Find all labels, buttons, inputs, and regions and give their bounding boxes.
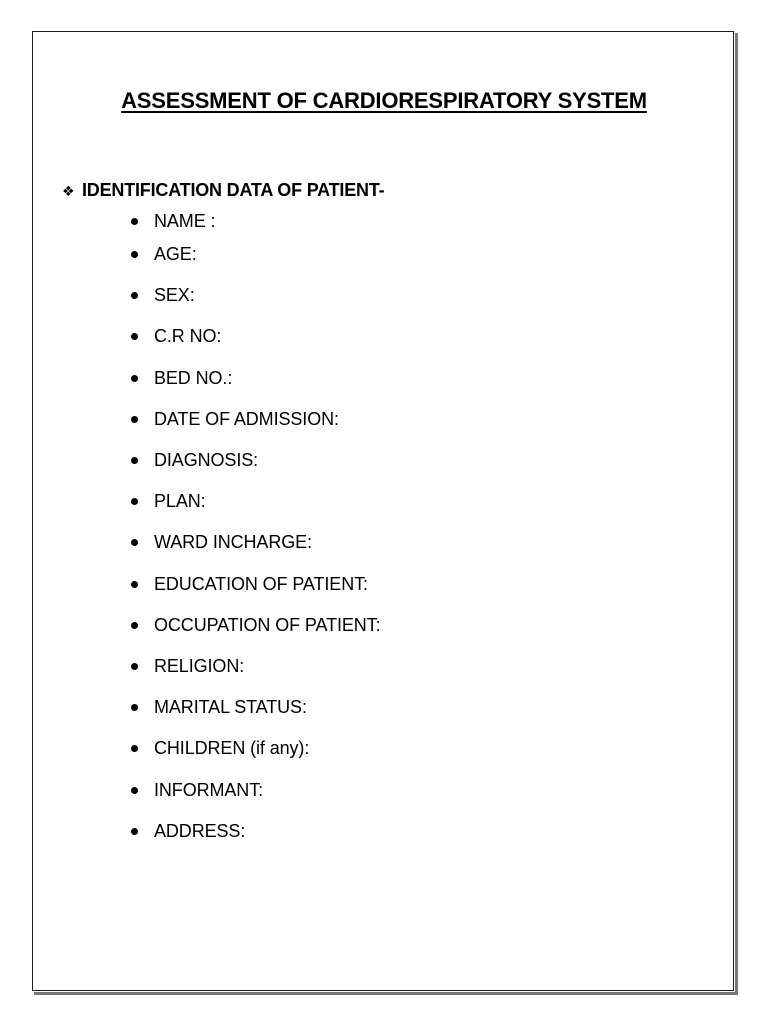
list-item <box>130 399 380 440</box>
bullet-icon <box>131 457 138 464</box>
field-label: MARITAL STATUS: <box>154 697 307 718</box>
bullet-icon <box>131 333 138 340</box>
list-item <box>130 481 380 522</box>
field-label: PLAN: <box>154 491 206 512</box>
bullet-icon <box>131 292 138 299</box>
identification-field-list <box>130 208 380 852</box>
list-item <box>130 275 380 316</box>
bullet-icon <box>131 663 138 670</box>
page-shadow-right <box>735 33 738 994</box>
field-label: INFORMANT: <box>154 779 263 800</box>
document-title: ASSESSMENT OF CARDIORESPIRATORY SYSTEM <box>121 88 647 113</box>
list-item <box>130 687 380 728</box>
bullet-icon <box>131 704 138 711</box>
diamond-bullet-icon: ❖ <box>62 182 75 199</box>
bullet-icon <box>131 828 138 835</box>
field-label: OCCUPATION OF PATIENT: <box>154 614 381 635</box>
field-label: EDUCATION OF PATIENT: <box>154 573 368 594</box>
field-label: SEX: <box>154 285 195 306</box>
bullet-icon <box>131 745 138 752</box>
field-label: DATE OF ADMISSION: <box>154 408 339 429</box>
bullet-icon <box>131 498 138 505</box>
field-label: RELIGION: <box>154 655 245 676</box>
list-item <box>130 646 380 687</box>
field-label: C.R NO: <box>154 326 222 347</box>
bullet-icon <box>131 787 138 794</box>
field-label: BED NO.: <box>154 367 233 388</box>
list-item <box>130 769 380 810</box>
field-label: NAME : <box>154 210 216 231</box>
list-item <box>130 234 380 275</box>
list-item <box>130 811 380 852</box>
list-item <box>130 564 380 605</box>
bullet-icon <box>131 416 138 423</box>
list-item <box>130 208 380 234</box>
field-label: CHILDREN (if any): <box>154 738 310 759</box>
list-item <box>130 316 380 357</box>
bullet-icon <box>131 539 138 546</box>
field-label: AGE: <box>154 244 197 265</box>
bullet-icon <box>131 581 138 588</box>
bullet-icon <box>131 622 138 629</box>
page-shadow-bottom <box>34 992 738 995</box>
bullet-icon <box>131 251 138 258</box>
list-item <box>130 728 380 769</box>
bullet-icon <box>131 375 138 382</box>
list-item <box>130 440 380 481</box>
list-item <box>130 605 380 646</box>
list-item <box>130 522 380 563</box>
field-label: ADDRESS: <box>154 820 246 841</box>
section-heading <box>62 180 384 201</box>
field-label: WARD INCHARGE: <box>154 532 312 553</box>
section-heading-label: IDENTIFICATION DATA OF PATIENT- <box>82 180 385 200</box>
list-item <box>130 358 380 399</box>
bullet-icon <box>131 218 138 225</box>
field-label: DIAGNOSIS: <box>154 450 259 471</box>
